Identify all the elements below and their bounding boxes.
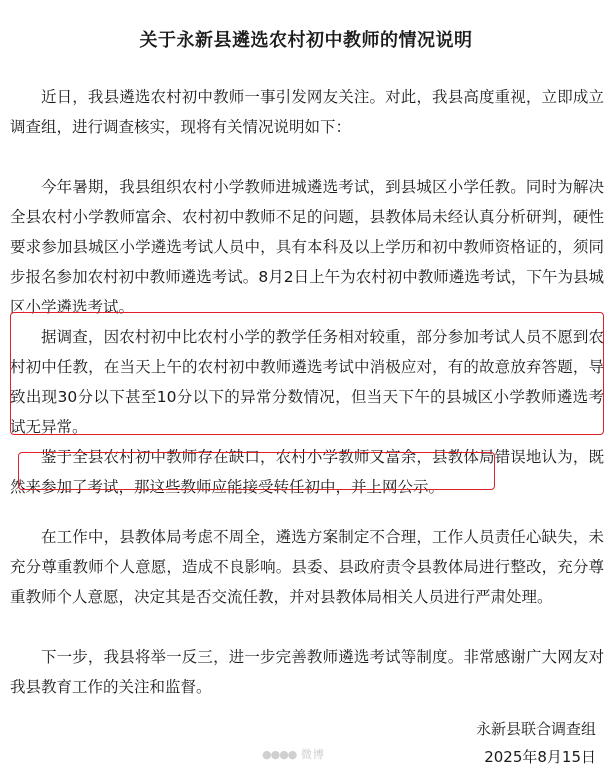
paragraph-next-steps: 下一步，我县将举一反三，进一步完善教师遴选考试等制度。非常感谢广大网友对我县教育工作的关注和监督。 [10,648,604,696]
red-highlight-box-shortage [18,452,495,490]
red-highlight-box-investigation [10,312,604,435]
watermark-dots-icon: ●●●● [262,748,297,761]
paragraph-rectification: 在工作中，县教体局考虑不周全，遴选方案制定不合理，工作人员责任心缺失，未充分尊重教师个人意愿，造成不良影响。县委、县政府责令县教体局进行整改，充分尊重教师个人意愿，决定其是否交流任教，并对县教体局相关人员进行严肃处理。 [10,528,604,606]
paragraph-background: 今年暑期，我县组织农村小学教师进城遴选考试，到县城区小学任教。同时为解决全县农村小学教师富余、农村初中教师不足的问题，县教体局未经认真分析研判，硬性要求参加县城区小学遴选考试人员中，具有本科及以上学历和初中教师资格证的，须同步报名参加农村初中教师遴选考试。8月2日上午为农村初中教师遴选考试，下午为县城区小学遴选考试。 [10,178,604,316]
signature-organization: 永新县联合调查组 [475,720,596,738]
watermark-text: 微博 [300,748,325,761]
document-title: 关于永新县遴选农村初中教师的情况说明 [139,30,473,51]
signature-date: 2025年8月15日 [484,748,596,766]
paragraph-intro: 近日，我县遴选农村初中教师一事引发网友关注。对此，我县高度重视，立即成立调查组，进行调查核实，现将有关情况说明如下： [10,88,604,136]
weibo-watermark [262,746,325,762]
paragraph-shortage: 鉴于全县农村初中教师存在缺口，农村小学教师又富余，县教体局错误地认为，既然来参加了考试，那这些教师应能接受转任初中，并上网公示。 [10,448,604,496]
paragraph-investigation: 据调查，因农村初中比农村小学的教学任务相对较重，部分参加考试人员不愿到农村初中任教，在当天上午的农村初中教师遴选考试中消极应对，有的故意放弃答题，导致出现30分以下甚至10分以下的异常分数情况，但当天下午的县城区小学教师遴选考试无异常。 [10,328,604,436]
